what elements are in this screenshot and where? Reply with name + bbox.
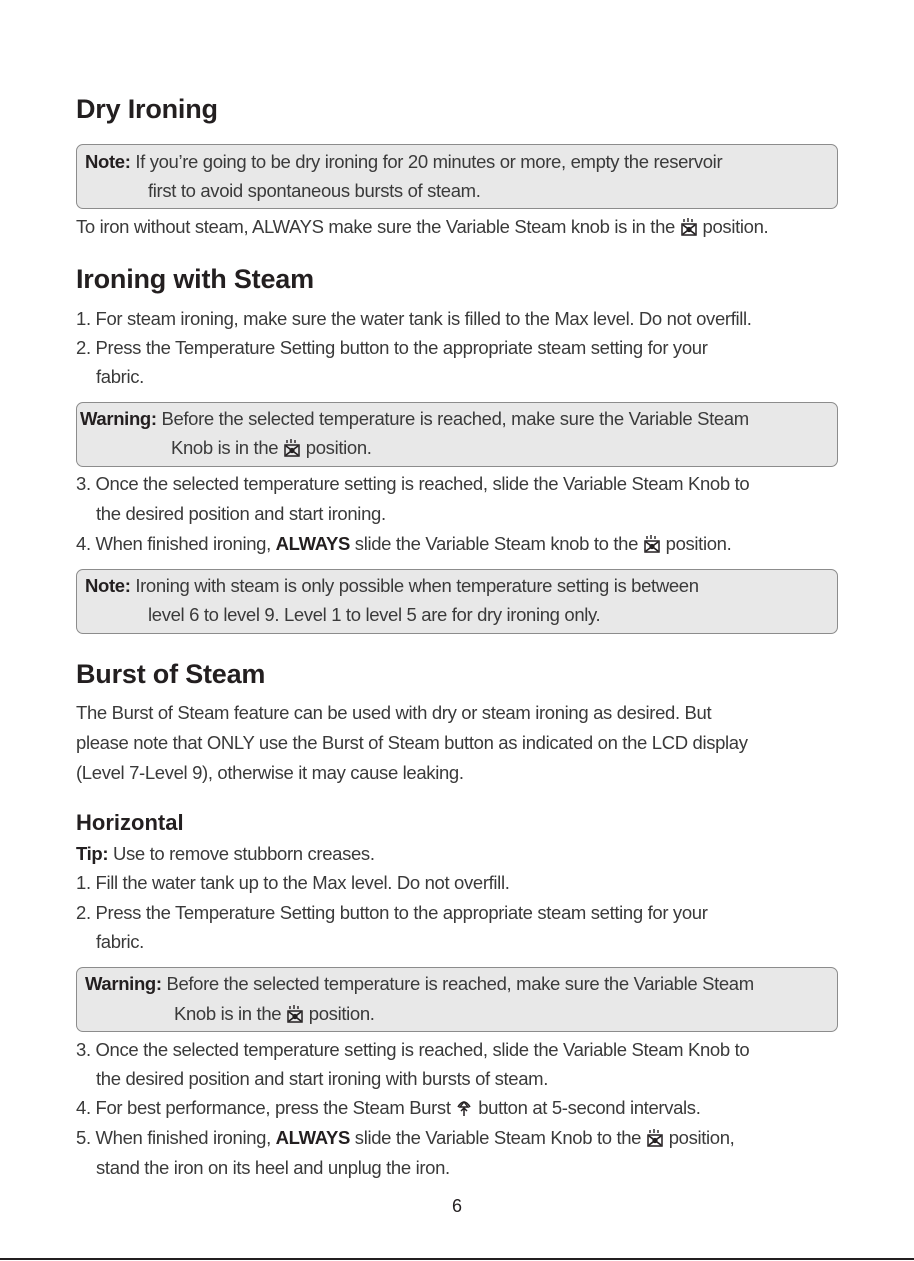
step4-text: 4. For best performance, press the Steam Burst xyxy=(76,1097,451,1118)
horizontal-step-2-cont: fabric. xyxy=(96,931,144,952)
horizontal-step-3-cont: the desired position and start ironing with bursts of steam. xyxy=(96,1068,549,1089)
note-box-steam xyxy=(76,569,838,634)
steam-step-4 xyxy=(76,533,731,555)
warning-line-2 xyxy=(77,437,372,459)
warning-label: Warning: xyxy=(80,408,157,429)
subsection-title-horizontal: Horizontal xyxy=(76,810,184,835)
step4-text-end: position. xyxy=(665,533,732,554)
note-line-1 xyxy=(85,575,699,597)
note-label: Note: xyxy=(85,151,131,172)
warning-box-horizontal xyxy=(76,967,838,1032)
no-steam-icon xyxy=(681,218,697,236)
step4-text-mid: slide the Variable Steam knob to the xyxy=(354,533,639,554)
horizontal-step-2: 2. Press the Temperature Setting button to the appropriate steam setting for your xyxy=(76,902,708,923)
horizontal-step-5-cont: stand the iron on its heel and unplug the iron. xyxy=(96,1157,450,1178)
warning-text-2: Knob is in the xyxy=(174,1003,282,1024)
step5-text-mid: slide the Variable Steam Knob to the xyxy=(354,1127,642,1148)
burst-para-line-1: The Burst of Steam feature can be used with dry or steam ironing as desired. But xyxy=(76,702,712,723)
steam-step-3: 3. Once the selected temperature setting is reached, slide the Variable Steam Knob to xyxy=(76,473,750,494)
steam-burst-icon xyxy=(456,1098,472,1117)
steam-step-2: 2. Press the Temperature Setting button to the appropriate steam setting for your xyxy=(76,337,708,358)
no-steam-icon xyxy=(287,1005,303,1023)
step5-text: 5. When finished ironing, xyxy=(76,1127,271,1148)
section-title-dry-ironing: Dry Ironing xyxy=(76,94,218,124)
step4-text: 4. When finished ironing, xyxy=(76,533,271,554)
note-label: Note: xyxy=(85,575,131,596)
horizontal-step-1: 1. Fill the water tank up to the Max level. Do not overfill. xyxy=(76,872,510,893)
tip-text: Use to remove stubborn creases. xyxy=(112,843,375,864)
horizontal-step-5 xyxy=(76,1127,734,1149)
note-text: Ironing with steam is only possible when temperature setting is between xyxy=(135,575,699,596)
step4-text-end: button at 5-second intervals. xyxy=(478,1097,701,1118)
section-title-burst-of-steam: Burst of Steam xyxy=(76,659,266,689)
page-bottom-rule xyxy=(0,1258,914,1260)
horizontal-step-3: 3. Once the selected temperature setting is reached, slide the Variable Steam Knob to xyxy=(76,1039,750,1060)
burst-para-line-2: please note that ONLY use the Burst of Steam button as indicated on the LCD display xyxy=(76,732,748,753)
note-line-2: level 6 to level 9. Level 1 to level 5 are for dry ironing only. xyxy=(148,604,601,625)
horizontal-step-4 xyxy=(76,1097,700,1119)
section-title-ironing-with-steam: Ironing with Steam xyxy=(76,264,314,294)
step5-text-end: position, xyxy=(668,1127,735,1148)
warning-text-2-end: position. xyxy=(305,437,372,458)
warning-text-2: Knob is in the xyxy=(171,437,279,458)
warning-label: Warning: xyxy=(85,973,162,994)
warning-line-1 xyxy=(80,408,749,430)
horizontal-tip xyxy=(76,843,375,865)
step4-bold: ALWAYS xyxy=(275,533,350,554)
note-text: If you’re going to be dry ironing for 20 minutes or more, empty the reservoir xyxy=(135,151,723,172)
page-number: 6 xyxy=(451,1196,462,1216)
warning-text: Before the selected temperature is reached, make sure the Variable Steam xyxy=(166,973,754,994)
warning-line-1 xyxy=(85,973,754,995)
steam-step-3-cont: the desired position and start ironing. xyxy=(96,503,386,524)
tip-label: Tip: xyxy=(76,843,109,864)
note-line-2: first to avoid spontaneous bursts of steam. xyxy=(148,180,481,201)
instruction-text: To iron without steam, ALWAYS make sure the Variable Steam knob is in the xyxy=(76,216,675,237)
no-steam-icon xyxy=(647,1129,663,1147)
instruction-text-end: position. xyxy=(702,216,769,237)
steam-step-2-cont: fabric. xyxy=(96,366,144,387)
note-box-dry-ironing xyxy=(76,144,838,209)
no-steam-icon xyxy=(644,535,660,553)
warning-text: Before the selected temperature is reached, make sure the Variable Steam xyxy=(161,408,749,429)
warning-text-2-end: position. xyxy=(308,1003,375,1024)
step5-bold: ALWAYS xyxy=(275,1127,350,1148)
warning-line-2 xyxy=(80,1003,375,1025)
steam-step-1: 1. For steam ironing, make sure the water tank is filled to the Max level. Do not overfill. xyxy=(76,308,752,329)
burst-para-line-3: (Level 7-Level 9), otherwise it may cause leaking. xyxy=(76,762,464,783)
warning-box-steam xyxy=(76,402,838,467)
note-line-1 xyxy=(85,151,722,173)
dry-ironing-instruction xyxy=(76,216,768,238)
no-steam-icon xyxy=(284,439,300,457)
